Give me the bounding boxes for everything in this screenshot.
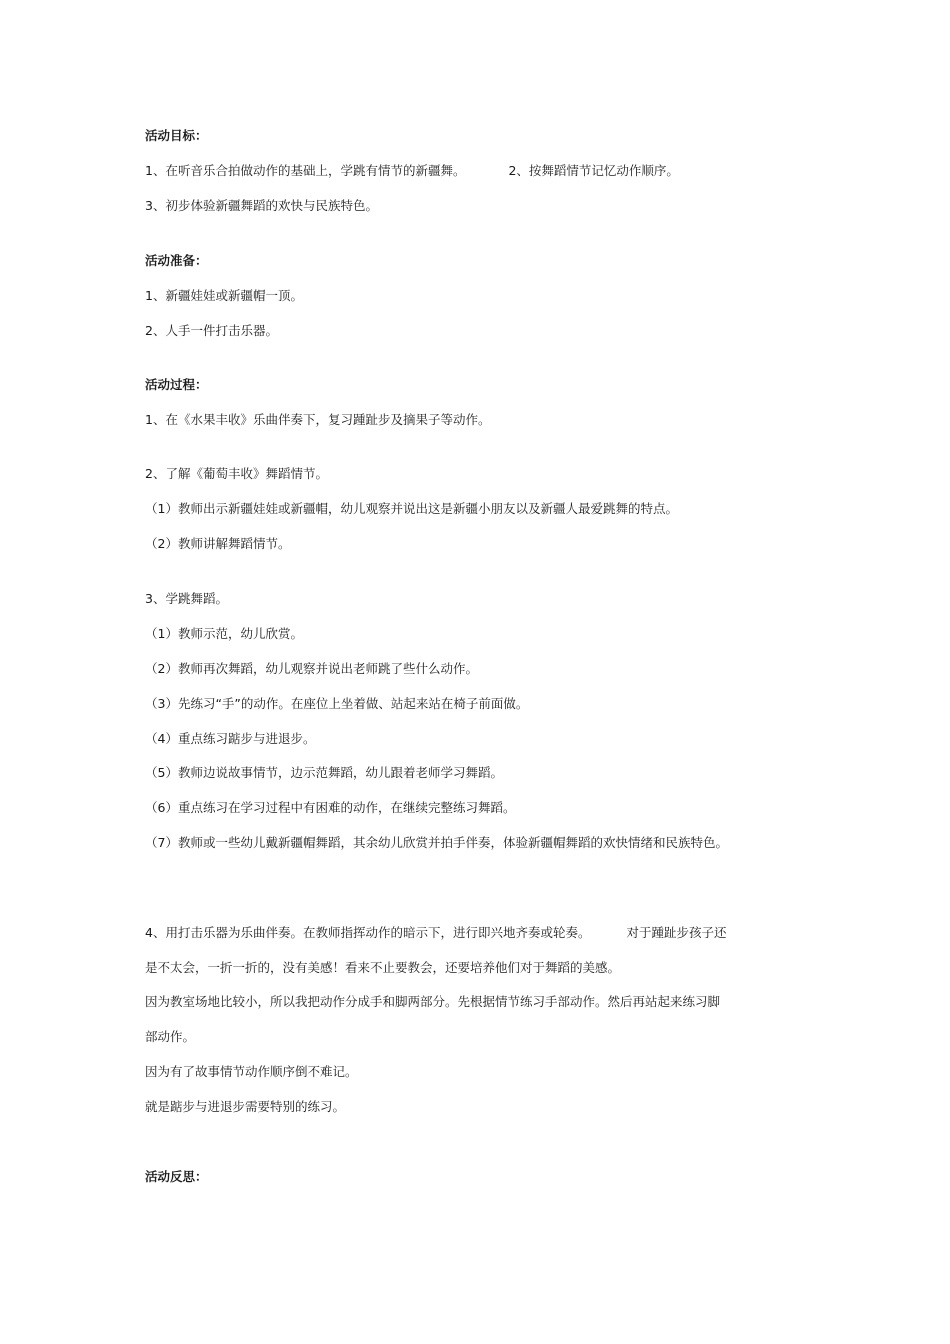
process-step-2-sub-1: （1）教师出示新疆娃娃或新疆帽，幼儿观察并说出这是新疆小朋友以及新疆人最爱跳舞的特点。 (145, 501, 678, 516)
process-note-2: 因为教室场地比较小，所以我把动作分成手和脚两部分。先根据情节练习手部动作。然后再站起来练习脚 (145, 994, 721, 1009)
process-step-3-sub-7: （7）教师或一些幼儿戴新疆帽舞蹈，其余幼儿欣赏并拍手伴奏，体验新疆帽舞蹈的欢快情绪和民族特色。 (145, 835, 728, 850)
process-step-3-sub-4: （4）重点练习踮步与进退步。 (145, 731, 316, 746)
prep-heading: 活动准备： (145, 253, 208, 268)
process-step-3: 3、学跳舞蹈。 (145, 591, 228, 606)
process-step-4 (145, 925, 726, 941)
reflection-heading: 活动反思： (145, 1169, 208, 1184)
process-step-4-text: 4、用打击乐器为乐曲伴奏。在教师指挥动作的暗示下，进行即兴地齐奏或轮奏。 (145, 925, 591, 940)
process-step-3-sub-2: （2）教师再次舞蹈，幼儿观察并说出老师跳了些什么动作。 (145, 661, 478, 676)
goal-line-1 (145, 163, 679, 179)
process-note-4: 因为有了故事情节动作顺序倒不难记。 (145, 1064, 358, 1079)
goal-item-1: 1、在听音乐合拍做动作的基础上，学跳有情节的新疆舞。 (145, 163, 466, 178)
process-note-1: 是不太会，一折一折的，没有美感！看来不止要教会，还要培养他们对于舞蹈的美感。 (145, 960, 621, 975)
process-step-4-note: 对于踵趾步孩子还 (626, 925, 727, 940)
process-note-3: 部动作。 (145, 1029, 196, 1044)
process-step-3-sub-3: （3）先练习“手”的动作。在座位上坐着做、站起来站在椅子前面做。 (145, 696, 529, 711)
process-note-5: 就是踮步与进退步需要特别的练习。 (145, 1099, 346, 1114)
process-heading: 活动过程： (145, 377, 208, 392)
process-step-2: 2、了解《葡萄丰收》舞蹈情节。 (145, 466, 328, 481)
prep-item-2: 2、人手一件打击乐器。 (145, 323, 278, 338)
process-step-3-sub-5: （5）教师边说故事情节，边示范舞蹈，幼儿跟着老师学习舞蹈。 (145, 765, 503, 780)
process-step-1: 1、在《水果丰收》乐曲伴奏下，复习踵趾步及摘果子等动作。 (145, 412, 491, 427)
goal-heading: 活动目标： (145, 128, 208, 143)
prep-item-1: 1、新疆娃娃或新疆帽一顶。 (145, 288, 303, 303)
process-step-3-sub-1: （1）教师示范，幼儿欣赏。 (145, 626, 303, 641)
process-step-2-sub-2: （2）教师讲解舞蹈情节。 (145, 536, 291, 551)
goal-item-2: 2、按舞蹈情节记忆动作顺序。 (508, 163, 679, 178)
process-step-3-sub-6: （6）重点练习在学习过程中有困难的动作，在继续完整练习舞蹈。 (145, 800, 516, 815)
goal-item-3: 3、初步体验新疆舞蹈的欢快与民族特色。 (145, 198, 378, 213)
